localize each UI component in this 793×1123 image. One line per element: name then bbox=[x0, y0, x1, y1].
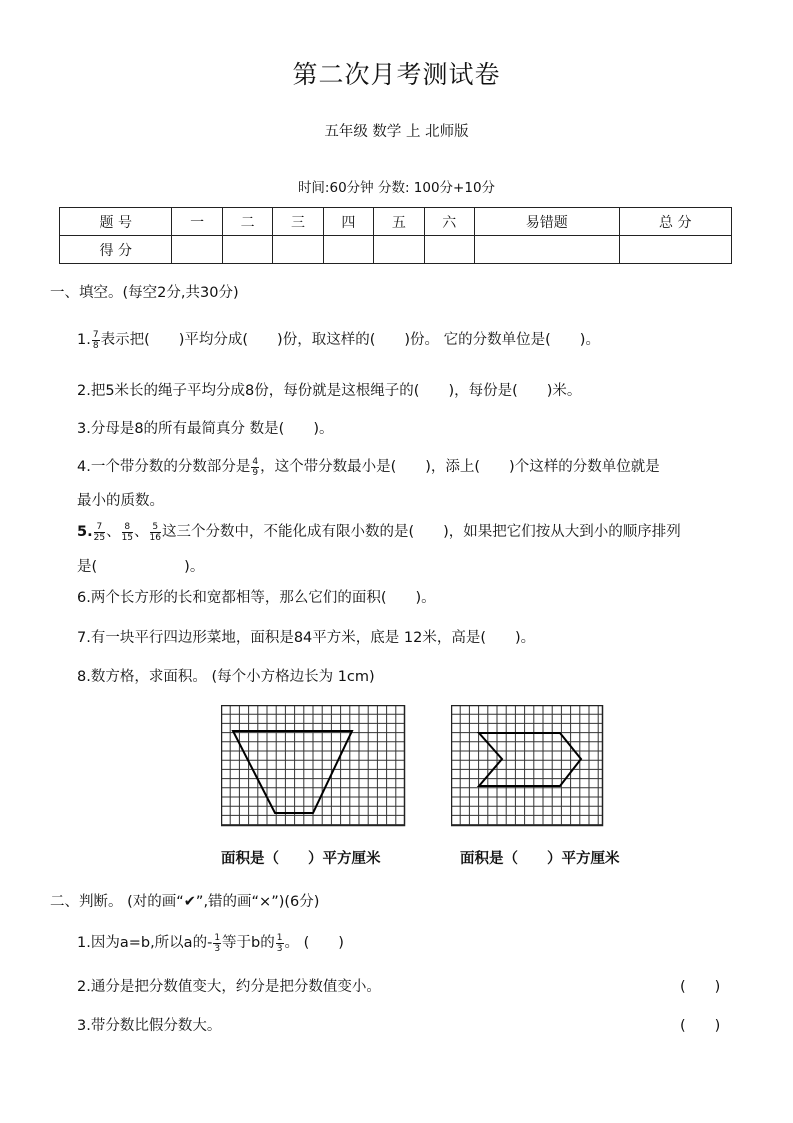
score-cell: 六 bbox=[424, 208, 474, 236]
q-mid: 等于b的 bbox=[222, 935, 275, 951]
fraction-denominator: 8 bbox=[92, 340, 99, 351]
answer-paren[interactable]: ( ) bbox=[680, 979, 721, 995]
score-cell: 总 分 bbox=[619, 208, 731, 236]
q-text: 表示把( )平均分成( )份，取这样的( )份。 它的分数单位是( )。 bbox=[100, 332, 600, 348]
fraction bbox=[251, 457, 259, 478]
fraction-numerator: 1 bbox=[276, 932, 283, 943]
separator: 、 bbox=[134, 524, 149, 540]
score-cell: 四 bbox=[323, 208, 373, 236]
question-1-7: 7.有一块平行四边形菜地，面积是84平方米，底是 12米，高是( )。 bbox=[77, 630, 536, 646]
fraction bbox=[94, 522, 105, 543]
section1-heading: 一、填空。(每空2分,共30分) bbox=[50, 285, 239, 301]
question-2-3: 3.带分数比假分数大。 bbox=[77, 1018, 222, 1034]
fraction-denominator: 15 bbox=[121, 532, 134, 543]
fraction-numerator: 7 bbox=[92, 329, 99, 340]
fraction-denominator: 25 bbox=[93, 532, 106, 543]
fraction-denominator: 3 bbox=[276, 943, 283, 954]
score-input-cell[interactable] bbox=[374, 236, 424, 264]
grid-figure-trapezoid bbox=[221, 705, 406, 827]
exam-title: 第二次月考测试卷 bbox=[292, 60, 501, 89]
q-text: ，这个带分数最小是( )，添上( )个这样的分数单位就是 bbox=[260, 459, 660, 475]
score-input-cell[interactable] bbox=[424, 236, 474, 264]
score-input-cell[interactable] bbox=[619, 236, 731, 264]
q-prefix: 1. bbox=[77, 332, 91, 348]
question-2-2: 2.通分是把分数值变大，约分是把分数值变小。 bbox=[77, 979, 381, 995]
fraction-numerator: 4 bbox=[252, 456, 259, 467]
question-2-1 bbox=[77, 931, 344, 954]
question-1-8: 8.数方格，求面积。 (每个小方格边长为 1cm) bbox=[77, 669, 375, 685]
exam-subtitle: 五年级 数学 上 北师版 bbox=[324, 124, 469, 140]
q-prefix: 1.因为a=b,所以a的- bbox=[77, 935, 213, 951]
score-input-cell[interactable] bbox=[172, 236, 222, 264]
fraction-numerator: 7 bbox=[94, 522, 105, 533]
fraction-denominator: 9 bbox=[252, 467, 259, 478]
score-cell: 题 号 bbox=[60, 208, 172, 236]
arrow-shape bbox=[479, 733, 581, 786]
question-1-3: 3.分母是8的所有最简真分 数是( )。 bbox=[77, 421, 334, 437]
fraction-numerator: 5 bbox=[150, 522, 161, 533]
fraction-numerator: 8 bbox=[122, 522, 133, 533]
separator: 、 bbox=[106, 524, 121, 540]
fraction-denominator: 16 bbox=[149, 532, 161, 543]
score-cell: 二 bbox=[222, 208, 272, 236]
fraction bbox=[213, 933, 221, 954]
answer-paren[interactable]: ( ) bbox=[680, 1018, 721, 1034]
question-1-2: 2.把5米长的绳子平均分成8份，每份就是这根绳子的( )，每份是( )米。 bbox=[77, 383, 582, 399]
trapezoid-shape bbox=[233, 731, 352, 813]
fraction bbox=[92, 330, 100, 351]
fraction bbox=[276, 933, 284, 954]
q-suffix: 。 ( ) bbox=[284, 935, 344, 951]
time-info: 时间:60分钟 分数: 100分+10分 bbox=[297, 180, 496, 196]
score-cell: 三 bbox=[273, 208, 323, 236]
question-1-4 bbox=[77, 455, 660, 478]
score-input-cell[interactable] bbox=[222, 236, 272, 264]
fraction-denominator: 3 bbox=[214, 943, 221, 954]
score-cell: 得 分 bbox=[60, 236, 172, 264]
score-table bbox=[59, 207, 732, 264]
score-cell: 易错题 bbox=[474, 208, 619, 236]
question-1-5 bbox=[77, 520, 681, 543]
q-text: 这三个分数中，不能化成有限小数的是( )，如果把它们按从大到小的顺序排列 bbox=[161, 524, 681, 540]
q-prefix: 5. bbox=[77, 524, 93, 540]
q-prefix: 4.一个带分数的分数部分是 bbox=[77, 459, 251, 475]
question-1-1 bbox=[77, 328, 600, 351]
area-caption-2: 面积是（ ）平方厘米 bbox=[460, 851, 620, 867]
question-1-6: 6.两个长方形的长和宽都相等，那么它们的面积( )。 bbox=[77, 590, 436, 606]
section2-heading: 二、判断。 (对的画“✔”,错的画“×”)(6分) bbox=[50, 894, 320, 910]
score-cell: 五 bbox=[374, 208, 424, 236]
score-input-cell[interactable] bbox=[273, 236, 323, 264]
question-1-4-line2: 最小的质数。 bbox=[77, 493, 164, 509]
area-caption-1: 面积是（ ）平方厘米 bbox=[221, 851, 381, 867]
score-cell: 一 bbox=[172, 208, 222, 236]
score-input-cell[interactable] bbox=[474, 236, 619, 264]
score-input-cell[interactable] bbox=[323, 236, 373, 264]
fraction-numerator: 1 bbox=[214, 932, 221, 943]
score-table-header-row bbox=[60, 208, 732, 236]
grid-figure-arrow bbox=[451, 705, 604, 827]
question-1-5-line2: 是( )。 bbox=[77, 559, 205, 575]
fraction bbox=[150, 522, 161, 543]
score-table-score-row bbox=[60, 236, 732, 264]
fraction bbox=[122, 522, 133, 543]
